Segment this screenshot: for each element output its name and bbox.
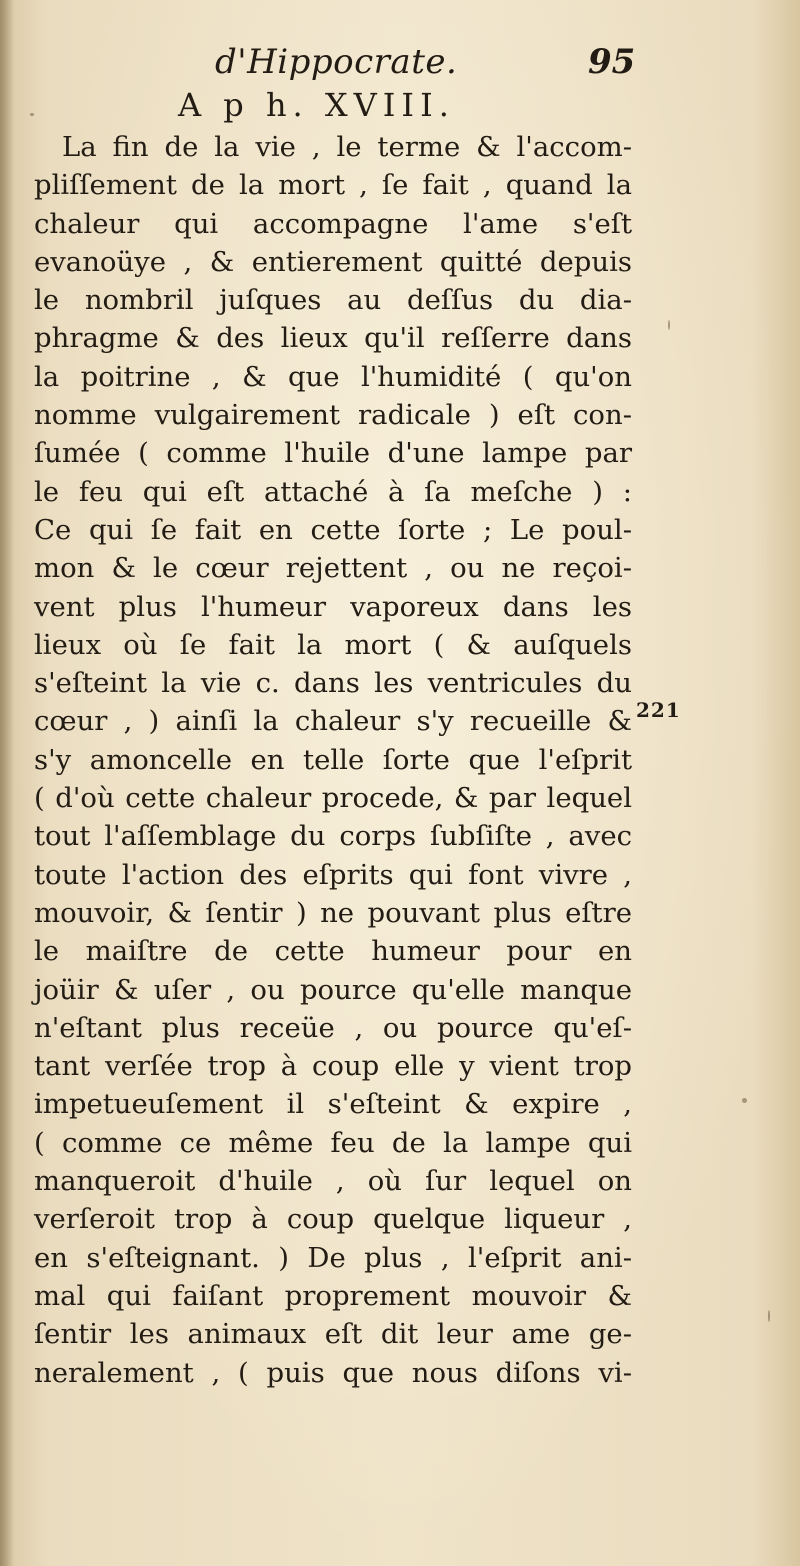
text-line: ſentir les animaux eſt dit leur ame ge-: [34, 1318, 632, 1351]
text-line: mon & le cœur rejettent , ou ne reçoi-: [34, 552, 632, 585]
text-line: mal qui faiſant proprement mouvoir &: [34, 1279, 632, 1312]
text-line: cœur , ) ainſi la chaleur s'y recueille &: [34, 705, 632, 738]
text-line: tout l'aſſemblage du corps ſubſiſte , avec: [34, 820, 632, 853]
text-line: ſumée ( comme l'huile d'une lampe par: [34, 437, 632, 470]
paper-speck: [30, 113, 34, 116]
text-line: lieux où ſe fait la mort ( & auſquels: [34, 628, 632, 661]
paper-speck: [768, 1310, 770, 1322]
text-line: chaleur qui accompagne l'ame s'eſt: [34, 207, 632, 240]
running-head: [0, 42, 800, 92]
text-line: vent plus l'humeur vaporeux dans les: [34, 590, 632, 623]
text-line: le feu qui eſt attaché à ſa meſche ) :: [34, 475, 632, 508]
text-line: ( comme ce même feu de la lampe qui: [34, 1126, 632, 1159]
text-line: n'eſtant plus receüe , ou pource qu'eſ-: [34, 1011, 632, 1044]
text-line: manqueroit d'huile , où ſur lequel on: [34, 1165, 632, 1198]
paper-speck: [742, 1098, 747, 1103]
text-line: tant verſée trop à coup elle y vient trop: [34, 1050, 632, 1083]
text-line: phragme & des lieux qu'il reſſerre dans: [34, 322, 632, 355]
text-line: Ce qui ſe fait en cette ſorte ; Le poul-: [34, 513, 632, 546]
text-line: neralement , ( puis que nous diſons vi-: [34, 1356, 632, 1389]
text-line: impetueuſement il s'eſteint & expire ,: [34, 1088, 632, 1121]
text-line: mouvoir, & ſentir ) ne pouvant plus eſtre: [34, 896, 632, 929]
text-line: s'eſteint la vie c. dans les ventricules du: [34, 667, 632, 700]
text-line: ( d'où cette chaleur procede, & par lequel: [34, 782, 632, 815]
text-line: verſeroit trop à coup quelque liqueur ,: [34, 1203, 632, 1236]
margin-reference: 221: [636, 698, 681, 722]
running-title: d'Hippocrate.: [215, 42, 458, 82]
text-line: en s'eſteignant. ) De plus , l'eſprit ani-: [34, 1241, 632, 1274]
text-line: le maiſtre de cette humeur pour en: [34, 935, 632, 968]
text-line: nomme vulgairement radicale ) eſt con-: [34, 399, 632, 432]
text-line: la poitrine , & que l'humidité ( qu'on: [34, 360, 632, 393]
text-line: s'y amoncelle en telle ſorte que l'eſprit: [34, 743, 632, 776]
text-line: La fin de la vie , le terme & l'accom-: [62, 131, 632, 163]
paper-speck: [668, 320, 670, 330]
body-text: [34, 128, 632, 1392]
aphorism-heading: A p h. XVIII.: [178, 86, 455, 124]
page-number: 95: [588, 42, 636, 82]
text-line: le nombril juſques au deſſus du dia-: [34, 284, 632, 317]
text-line: evanoüye , & entierement quitté depuis: [34, 245, 632, 278]
text-line: toute l'action des eſprits qui font vivre ,: [34, 858, 632, 891]
text-line: joüir & uſer , ou pource qu'elle manque: [34, 973, 632, 1006]
text-line: pliſſement de la mort , ſe fait , quand la: [34, 169, 632, 202]
binding-shadow: [0, 0, 14, 1566]
